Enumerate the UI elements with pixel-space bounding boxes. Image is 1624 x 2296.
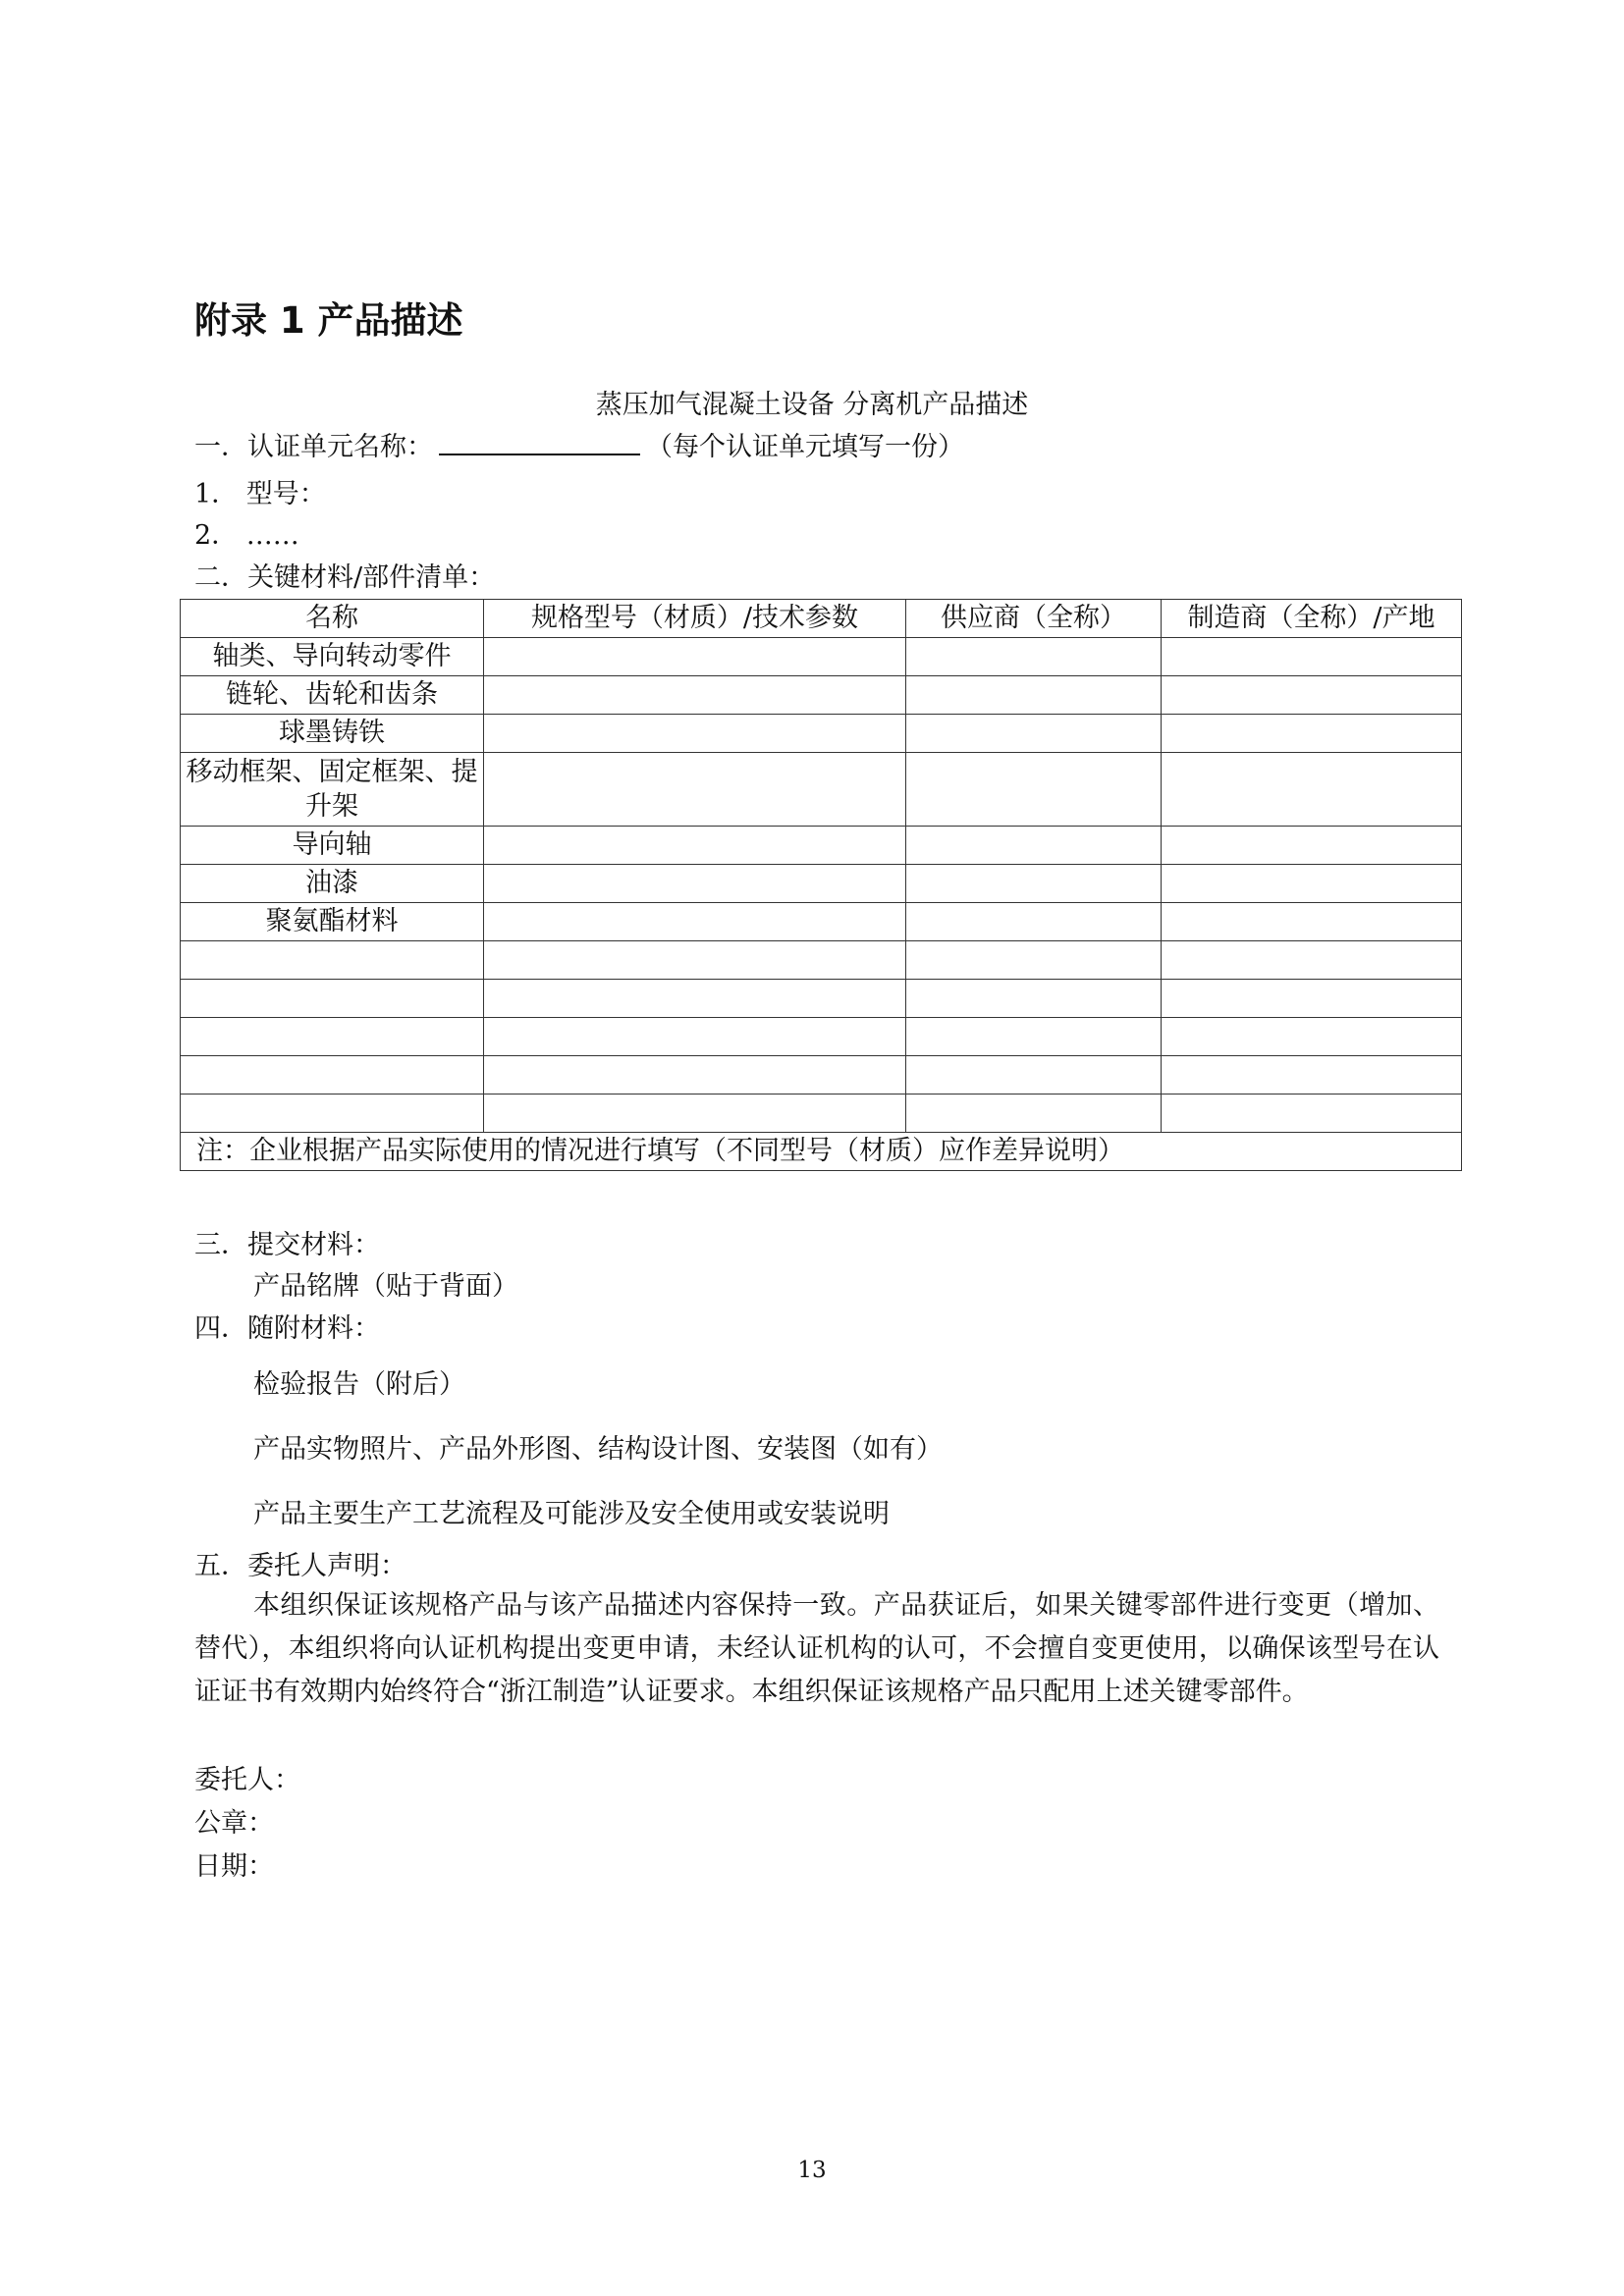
row-cell[interactable] bbox=[906, 865, 1162, 903]
row-cell[interactable] bbox=[906, 1095, 1162, 1133]
page-number: 13 bbox=[797, 2158, 827, 2183]
table-row bbox=[181, 827, 1462, 865]
row-cell[interactable] bbox=[484, 638, 906, 676]
key-materials-table bbox=[180, 599, 1462, 1171]
row-cell[interactable] bbox=[181, 1018, 484, 1056]
attachment-item: 检验报告（附后） bbox=[253, 1369, 465, 1400]
row-cell[interactable] bbox=[1162, 753, 1462, 827]
row-name: 球墨铸铁 bbox=[181, 715, 484, 753]
row-cell[interactable] bbox=[181, 1056, 484, 1095]
header-name: 名称 bbox=[181, 600, 484, 638]
table-header-row bbox=[181, 600, 1462, 638]
nameplate-item: 产品铭牌（贴于背面） bbox=[253, 1271, 518, 1302]
appendix-heading: 附录 1 产品描述 bbox=[194, 299, 463, 342]
row-cell[interactable] bbox=[1162, 1095, 1462, 1133]
section1-note: （每个认证单元填写一份） bbox=[646, 432, 964, 462]
section2-label: 二．关键材料/部件清单： bbox=[194, 562, 496, 593]
section1-line bbox=[194, 430, 964, 465]
row-cell[interactable] bbox=[181, 980, 484, 1018]
row-cell[interactable] bbox=[906, 903, 1162, 941]
client-label: 委托人： bbox=[194, 1765, 300, 1795]
row-cell[interactable] bbox=[1162, 980, 1462, 1018]
row-name: 油漆 bbox=[181, 865, 484, 903]
row-cell[interactable] bbox=[484, 827, 906, 865]
row-cell[interactable] bbox=[906, 827, 1162, 865]
table-note-row bbox=[181, 1133, 1462, 1171]
row-cell[interactable] bbox=[1162, 941, 1462, 980]
model-item: 1． 型号： bbox=[194, 479, 326, 509]
row-cell[interactable] bbox=[484, 1018, 906, 1056]
row-cell[interactable] bbox=[1162, 638, 1462, 676]
row-cell[interactable] bbox=[906, 715, 1162, 753]
section4-label: 四．随附材料： bbox=[194, 1313, 380, 1344]
section5-label: 五．委托人声明： bbox=[194, 1551, 406, 1581]
seal-label: 公章： bbox=[194, 1808, 274, 1839]
row-name: 导向轴 bbox=[181, 827, 484, 865]
row-cell[interactable] bbox=[1162, 827, 1462, 865]
table-row bbox=[181, 638, 1462, 676]
table-row-empty bbox=[181, 980, 1462, 1018]
row-name: 链轮、齿轮和齿条 bbox=[181, 676, 484, 715]
date-label: 日期： bbox=[194, 1851, 274, 1882]
table-row bbox=[181, 903, 1462, 941]
row-cell[interactable] bbox=[1162, 1018, 1462, 1056]
row-cell[interactable] bbox=[906, 941, 1162, 980]
table-row bbox=[181, 865, 1462, 903]
row-cell[interactable] bbox=[906, 753, 1162, 827]
row-cell[interactable] bbox=[1162, 903, 1462, 941]
row-cell[interactable] bbox=[906, 980, 1162, 1018]
document-title: 蒸压加气混凝土设备 分离机产品描述 bbox=[595, 390, 1029, 420]
row-name: 移动框架、固定框架、提升架 bbox=[181, 753, 484, 827]
section3-label: 三．提交材料： bbox=[194, 1230, 380, 1260]
table-note: 注：企业根据产品实际使用的情况进行填写（不同型号（材质）应作差异说明） bbox=[181, 1133, 1462, 1171]
section1-label: 一．认证单元名称： bbox=[194, 432, 433, 462]
table-row bbox=[181, 715, 1462, 753]
row-cell[interactable] bbox=[181, 941, 484, 980]
attachment-item: 产品主要生产工艺流程及可能涉及安全使用或安装说明 bbox=[253, 1499, 890, 1529]
row-cell[interactable] bbox=[484, 715, 906, 753]
header-supplier: 供应商（全称） bbox=[906, 600, 1162, 638]
declaration-statement: 本组织保证该规格产品与该产品描述内容保持一致。产品获证后，如果关键零部件进行变更（增加、替代），本组织将向认证机构提出变更申请，未经认证机构的认可，不会擅自变更使用，以确保该型号在认证证书有效期内始终符合“浙江制造”认证要求。本组织保证该规格产品只配用上述关键零部件。 bbox=[194, 1590, 1439, 1707]
header-manufacturer: 制造商（全称）/产地 bbox=[1162, 600, 1462, 638]
row-cell[interactable] bbox=[484, 903, 906, 941]
row-cell[interactable] bbox=[1162, 1056, 1462, 1095]
row-cell[interactable] bbox=[484, 941, 906, 980]
row-cell[interactable] bbox=[1162, 865, 1462, 903]
attachment-item: 产品实物照片、产品外形图、结构设计图、安装图（如有） bbox=[253, 1434, 943, 1465]
row-cell[interactable] bbox=[906, 1018, 1162, 1056]
table-row-empty bbox=[181, 1056, 1462, 1095]
row-cell[interactable] bbox=[1162, 715, 1462, 753]
row-cell[interactable] bbox=[906, 676, 1162, 715]
row-cell[interactable] bbox=[484, 676, 906, 715]
row-cell[interactable] bbox=[484, 1095, 906, 1133]
table-row bbox=[181, 753, 1462, 827]
table-row-empty bbox=[181, 1095, 1462, 1133]
row-name: 聚氨酯材料 bbox=[181, 903, 484, 941]
row-cell[interactable] bbox=[484, 865, 906, 903]
row-cell[interactable] bbox=[906, 638, 1162, 676]
header-spec: 规格型号（材质）/技术参数 bbox=[484, 600, 906, 638]
table-row bbox=[181, 676, 1462, 715]
table-row-empty bbox=[181, 941, 1462, 980]
ellipsis-item: 2． …… bbox=[194, 520, 299, 551]
unit-name-blank[interactable] bbox=[439, 430, 640, 455]
row-name: 轴类、导向转动零件 bbox=[181, 638, 484, 676]
row-cell[interactable] bbox=[1162, 676, 1462, 715]
row-cell[interactable] bbox=[181, 1095, 484, 1133]
row-cell[interactable] bbox=[906, 1056, 1162, 1095]
table-row-empty bbox=[181, 1018, 1462, 1056]
row-cell[interactable] bbox=[484, 980, 906, 1018]
row-cell[interactable] bbox=[484, 1056, 906, 1095]
row-cell[interactable] bbox=[484, 753, 906, 827]
